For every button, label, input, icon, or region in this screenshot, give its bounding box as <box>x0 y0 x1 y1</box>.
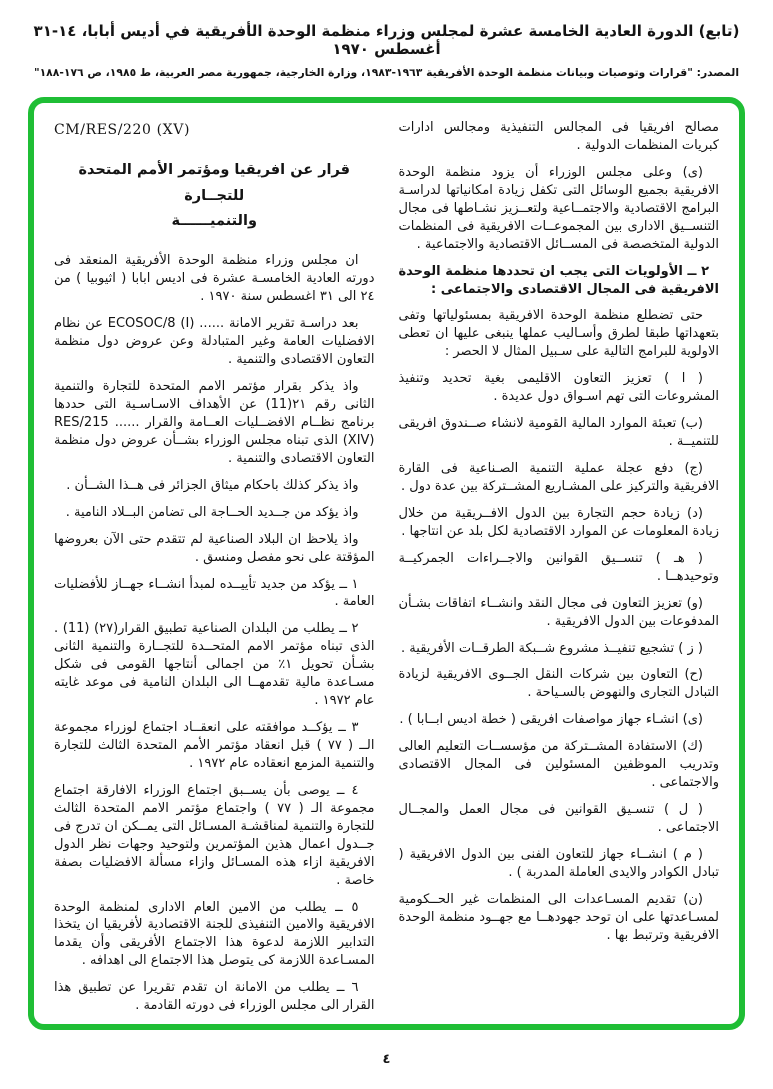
resolution-title-line2: والتنميــــــة <box>171 213 257 230</box>
section-heading: ٢ ــ الأولويات التى يجب ان تحددها منظمة الوحدة الافريقية فى المجال الاقتصادى والاجتماعى : <box>398 263 719 297</box>
paragraph: بعد دراسـة تقرير الامانة ...... ECOSOC/8 (I) عن نظام الافضليات العامة وغير المتبادلة وعن عروض دول منظمة التعاون الاقتصادى والتنمية . <box>54 316 375 368</box>
paragraph: واذ يؤكد من جــديد الحــاجة الى تضامن البــلاد النامية . <box>65 504 359 520</box>
priority-item: (و) تعزيز التعاون فى مجال النقد وانشــاء اتفاقات بشـأن المدفوعات بين الدول الافريقية . <box>398 595 719 629</box>
priority-item: ( هـ ) تنســيق القوانين والاجــراءات الجمركيــة وتوحيدهــا . <box>398 550 719 584</box>
priority-item: ( ل ) تنسـيق القوانين فى مجال العمل والمجــال الاجتماعى . <box>398 802 719 835</box>
priority-item: (ب) تعبئة الموارد المالية القومية لانشاء صــندوق افريقى للتنميــة . <box>398 416 719 450</box>
priority-item: ( ا ) تعزيز التعاون الاقليمى بغية تحديد وتنفيذ المشروعات التى تهم اسـواق دول عديدة . <box>398 371 719 405</box>
paragraph: واذ يذكر بقرار مؤتمر الامم المتحدة للتجارة والتنمية الثانى رقم ٢١(11) عن الأهداف الاسـاسـية التى حددها برنامج نظــام الافضــليات العــامة والقرار ...... RES/215 (XIV) الذى تبناه مجلس الوزراء بشــأن عروض دول منظمة التعاون الاقتصادى والتنمية . <box>54 379 375 466</box>
paragraph: واذ يلاحظ ان البلاد الصناعية لم تتقدم حتى الآن بعروضها المؤقتة على نحو مفصل ومنسق . <box>54 531 375 565</box>
priority-item: ( ز ) تشجيع تنفيــذ مشروع شــبكة الطرقــات الأفريقية . <box>401 640 703 656</box>
paragraph: مصالح افريقيا فى المجالس التنفيذية ومجالس ادارات كبريات المنظمات الدولية . <box>398 120 719 153</box>
paragraph: حتى تضطلع منظمة الوحدة الافريقية بمسئولياتها وتفى بتعهداتها طبقا لطرق وأسـاليب عملها ينبغى عليها ان تعطى الاولوية للبرامج التالية على سـبيل المثال لا الحصر : <box>398 308 719 360</box>
right-column <box>399 119 720 1014</box>
operative-item: ٤ ــ يوصى بأن يســبق اجتماع الوزراء الافارقة اجتماع مجموعة الـ ( ٧٧ ) واجتماع مؤتمر الامم المتحدة الثالث للتجارة والتنمية لمناقشـة المسـائل التى يمــكن ان تدرج فى جــدول اعمال هذين المؤتمرين ولتوحيد وجهات نظر الدول الافريقية ازاء هذه المسـائل وازاء مسألة الافضليات بصفة خاصة . <box>54 782 375 888</box>
left-column <box>54 119 375 1014</box>
operative-item: ٣ ــ يؤكــد موافقته على انعقــاد اجتماع لوزراء مجموعة الــ ( ٧٧ ) قبل انعقاد مؤتمر الأمم المتحدة الثالث للتجارة والتنمية المزمع انعقاده عام ١٩٧٢ . <box>54 720 375 771</box>
page-header <box>0 22 773 79</box>
resolution-title-line1: قرار عن افريقيا ومؤتمر الأمم المتحدة للتجــارة <box>78 162 351 204</box>
priority-item: (ك) الاستفادة المشــتركة من مؤسســات التعليم العالى وتدريب الموظفين المسئولين فى المجال الاقتصادى والاجتماعى . <box>398 739 719 791</box>
priority-item: (ج) دفع عجلة عملية التنمية الصـناعية فى القارة الافريقية والتركيز على المشـاريع المشــتركة بين عدة دول . <box>398 461 719 494</box>
operative-item: ٥ ــ يطلب من الامين العام الادارى لمنظمة الوحدة الافريقية والامين التنفيذى للجنة الاقتصادية لأفريقيا ان يتخذا التدابير اللازمة لدعوة هذا الاجتماع الأفريقى وأن يقدما المسـاعدة اللازمة كى يتوصل هذا الاجتماع الى اهدافه . <box>54 899 375 969</box>
priority-item: (ى) انشـاء جهاز مواصفات افريقى ( خطة اديس ابــابا ) . <box>399 712 703 728</box>
priority-item: (ن) تقديم المسـاعدات الى المنظمات غير الحــكومية لمسـاعدتها على ان توحد جهودهــا مع جهــود منظمة الوحدة الافريقية وترتبط بها . <box>398 891 719 943</box>
priority-item: ( م ) انشــاء جهاز للتعاون الفنى بين الدول الافريقية ( تبادل الكوادر والايدى العاملة المدربة ) . <box>398 846 719 880</box>
resolution-reference: CM/RES/220 (XV) <box>54 122 191 138</box>
operative-item: ١ ــ يؤكد من جديد تأييــده لمبدأ انشــاء جهــاز للأفضليات العامة . <box>54 576 375 610</box>
content-frame <box>28 97 745 1030</box>
priority-item: (د) زيادة حجم التجارة بين الدول الافــريقية من خلال زيادة المعلومات عن الموارد الاقتصادية لكل بلد عن انتاجها . <box>398 505 719 539</box>
paragraph: واذ يذكر كذلك باحكام ميثاق الجزائر فى هــذا الشــأن . <box>66 477 359 493</box>
operative-item: ٦ ــ يطلب من الامانة ان تقدم تقريرا عن تطبيق هذا القرار الى مجلس الوزراء فى دورته القادمة . <box>54 980 375 1014</box>
priority-item: (ح) التعاون بين شركات النقل الجــوى الافريقية لزيادة التبادل التجارى والنهوض بالسـياحة . <box>398 667 719 701</box>
source-caption: المصدر: "قرارات وتوصيات وبيانات منظمة الوحدة الأفريقية ١٩٦٣-١٩٨٣، وزارة الخارجية، جمهورية مصر العربية، ط ١٩٨٥، ص ١٧٦-١٨٨" <box>33 66 740 79</box>
page-number: ٤ <box>382 1052 391 1067</box>
two-column-layout <box>54 119 719 1014</box>
operative-item: ٢ ــ يطلب من البلدان الصناعية تطبيق القرار(٢٧) (11) . الذى تبناه مؤتمر الامم المتحــدة للتجــارة والتنمية الثانى بشـأن تحويل ١٪ من اجمالى أنتاجها القومى فى شكل مسـاعدة مالية تقدمهــا الى البلدان النامية فى موعد غايته عام ١٩٧٢ . <box>54 621 375 709</box>
session-caption: (تابع) الدورة العادية الخامسة عشرة لمجلس وزراء منظمة الوحدة الأفريقية في أديس أبابا، ١٤-٣١ أغسطس ١٩٧٠ <box>33 22 740 58</box>
paragraph: (ى) وعلى مجلس الوزراء أن يزود منظمة الوحدة الافريقية بجميع الوسائل التى تكفل زيادة امكانياتها لدراسـة البرامج الاقتصادية والاجتمــاعية ولتعــزيز نشـاطها فى مجال التنســيق الادارى بين المجموعــات الافريقية فى المنظمات الدولية المتخصصة فى المســائل الاقتصادية والاجتماعية . <box>398 164 719 252</box>
resolution-title <box>54 158 375 234</box>
paragraph: ان مجلس وزراء منظمة الوحدة الأفريقية المنعقد فى دورته العادية الخامسـة عشرة فى اديس ابابا ( اثيوبيا ) من ٢٤ الى ٣١ اغسطس سنة ١٩٧٠ . <box>54 253 375 305</box>
